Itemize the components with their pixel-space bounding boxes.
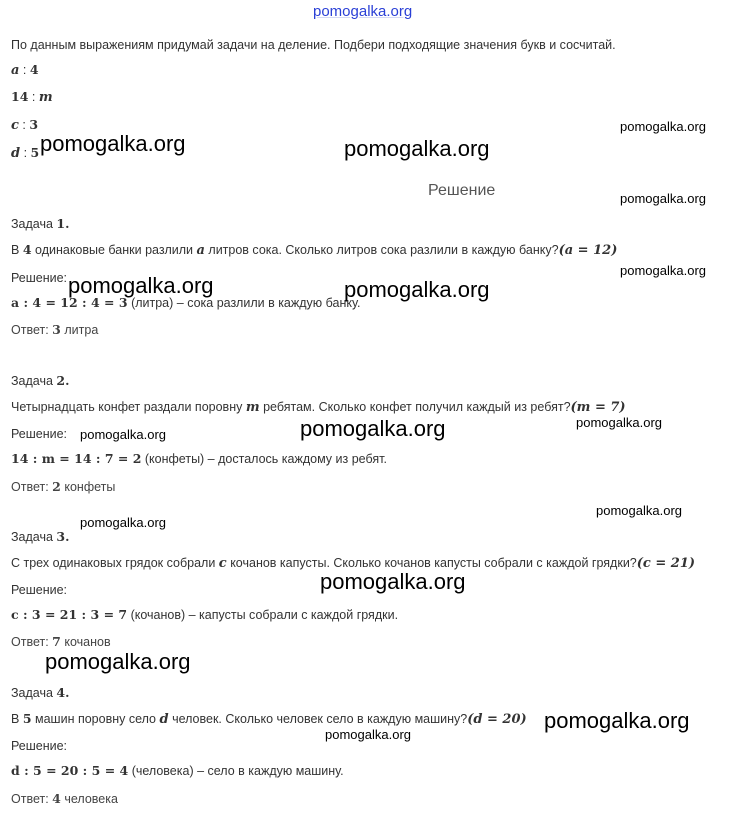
expression-3 bbox=[11, 117, 38, 134]
task-2-title bbox=[11, 373, 69, 389]
watermark: pomogalka.org bbox=[68, 273, 214, 298]
calculation: c : 3 = 21 : 3 = 7 bbox=[11, 607, 128, 622]
task-1-text bbox=[11, 242, 617, 259]
task-1-answer bbox=[11, 322, 98, 338]
expr-right: 4 bbox=[29, 62, 39, 77]
expr-right: 3 bbox=[29, 117, 39, 132]
task-number: 3. bbox=[56, 529, 70, 544]
answer-unit: человека bbox=[64, 792, 118, 806]
answer-label: Ответ: bbox=[11, 323, 49, 337]
variable: m bbox=[245, 400, 260, 415]
expr-op: : bbox=[22, 63, 27, 77]
expr-op: : bbox=[23, 146, 28, 160]
text-part: В bbox=[11, 243, 20, 257]
expression-1 bbox=[11, 62, 39, 79]
text-part: машин поровну село bbox=[35, 712, 157, 726]
given-value: (m = 7) bbox=[570, 400, 626, 415]
task-number: 2. bbox=[56, 373, 70, 388]
solution-heading: Решение bbox=[428, 182, 496, 199]
calculation: a : 4 = 12 : 4 = 3 bbox=[11, 295, 128, 310]
text-part: С трех одинаковых грядок собрали bbox=[11, 556, 216, 570]
task-4-calculation bbox=[11, 763, 344, 779]
task-4-answer bbox=[11, 791, 118, 807]
task-3-calculation bbox=[11, 607, 398, 623]
watermark: pomogalka.org bbox=[344, 136, 490, 161]
task-3-answer bbox=[11, 634, 111, 650]
given-value: (c = 21) bbox=[636, 556, 696, 571]
expr-left: d bbox=[11, 146, 21, 161]
task-4-solution-label: Решение: bbox=[11, 739, 68, 753]
answer-unit: конфеты bbox=[64, 480, 116, 494]
calculation: 14 : m = 14 : 7 = 2 bbox=[11, 451, 142, 466]
watermark: pomogalka.org bbox=[45, 649, 191, 674]
calculation-note: (литра) – сока разлили в каждую банку. bbox=[131, 296, 361, 310]
watermark: pomogalka.org bbox=[596, 503, 682, 518]
calculation-note: (человека) – село в каждую машину. bbox=[131, 764, 344, 778]
task-instruction: По данным выражениям придумай задачи на деление. Подбери подходящие значения букв и сосчитай. bbox=[11, 38, 616, 52]
text-part: ребятам. Сколько конфет получил каждый из ребят? bbox=[263, 400, 571, 414]
task-number: 4. bbox=[56, 685, 70, 700]
task-label: Задача bbox=[11, 530, 53, 544]
answer-number: 2 bbox=[52, 479, 61, 494]
watermark: pomogalka.org bbox=[320, 569, 466, 594]
calculation-note: (кочанов) – капусты собрали с каждой грядки. bbox=[130, 608, 399, 622]
watermark: pomogalka.org bbox=[344, 277, 490, 302]
expression-2 bbox=[11, 89, 53, 106]
answer-label: Ответ: bbox=[11, 480, 49, 494]
expr-left: a bbox=[11, 63, 20, 78]
expr-left: 14 bbox=[11, 89, 29, 104]
answer-label: Ответ: bbox=[11, 792, 49, 806]
answer-label: Ответ: bbox=[11, 635, 49, 649]
number: 5 bbox=[22, 711, 32, 726]
text-part: человек. Сколько человек село в каждую машину? bbox=[172, 712, 468, 726]
task-label: Задача bbox=[11, 374, 53, 388]
task-4-title bbox=[11, 685, 69, 701]
task-2-calculation bbox=[11, 451, 387, 467]
text-part: литров сока. Сколько литров сока разлили в каждую банку? bbox=[208, 243, 559, 257]
task-3-title bbox=[11, 529, 69, 545]
watermark: pomogalka.org bbox=[325, 727, 411, 742]
calculation-note: (конфеты) – досталось каждому из ребят. bbox=[144, 452, 387, 466]
expr-left: c bbox=[11, 118, 19, 133]
task-4-text bbox=[11, 711, 527, 728]
task-2-text bbox=[11, 399, 626, 416]
expr-right: 5 bbox=[30, 145, 40, 160]
task-2-solution-label: Решение: bbox=[11, 427, 68, 441]
text-part: В bbox=[11, 712, 20, 726]
watermark: pomogalka.org bbox=[620, 119, 706, 134]
text-part: одинаковые банки разлили bbox=[35, 243, 193, 257]
answer-number: 7 bbox=[52, 634, 61, 649]
watermark: pomogalka.org bbox=[544, 708, 690, 733]
expr-op: : bbox=[22, 118, 26, 132]
variable: c bbox=[218, 556, 227, 571]
expr-op: : bbox=[31, 90, 36, 104]
answer-number: 4 bbox=[52, 791, 61, 806]
task-2-answer bbox=[11, 479, 115, 495]
expression-4 bbox=[11, 145, 39, 162]
given-value: (a = 12) bbox=[558, 243, 618, 258]
answer-unit: кочанов bbox=[64, 635, 111, 649]
site-logo-link[interactable]: pomogalka.org bbox=[313, 3, 413, 20]
task-label: Задача bbox=[11, 217, 53, 231]
answer-number: 3 bbox=[52, 322, 61, 337]
answer-unit: литра bbox=[64, 323, 99, 337]
task-1-title bbox=[11, 216, 69, 232]
variable: a bbox=[196, 243, 205, 258]
text-part: Четырнадцать конфет раздали поровну bbox=[11, 400, 243, 414]
calculation: d : 5 = 20 : 5 = 4 bbox=[11, 763, 129, 778]
watermark: pomogalka.org bbox=[620, 263, 706, 278]
watermark: pomogalka.org bbox=[576, 415, 662, 430]
variable: d bbox=[159, 712, 169, 727]
task-3-solution-label: Решение: bbox=[11, 583, 68, 597]
watermark: pomogalka.org bbox=[40, 131, 186, 156]
text-part: кочанов капусты. Сколько кочанов капусты собрали с каждой грядки? bbox=[230, 556, 637, 570]
watermark: pomogalka.org bbox=[80, 427, 166, 442]
given-value: (d = 20) bbox=[467, 712, 527, 727]
task-label: Задача bbox=[11, 686, 53, 700]
task-number: 1. bbox=[56, 216, 70, 231]
watermark: pomogalka.org bbox=[300, 416, 446, 441]
task-1-solution-label: Решение: bbox=[11, 271, 68, 285]
watermark: pomogalka.org bbox=[80, 515, 166, 530]
watermark: pomogalka.org bbox=[620, 191, 706, 206]
expr-right: m bbox=[38, 90, 53, 105]
number: 4 bbox=[22, 242, 32, 257]
